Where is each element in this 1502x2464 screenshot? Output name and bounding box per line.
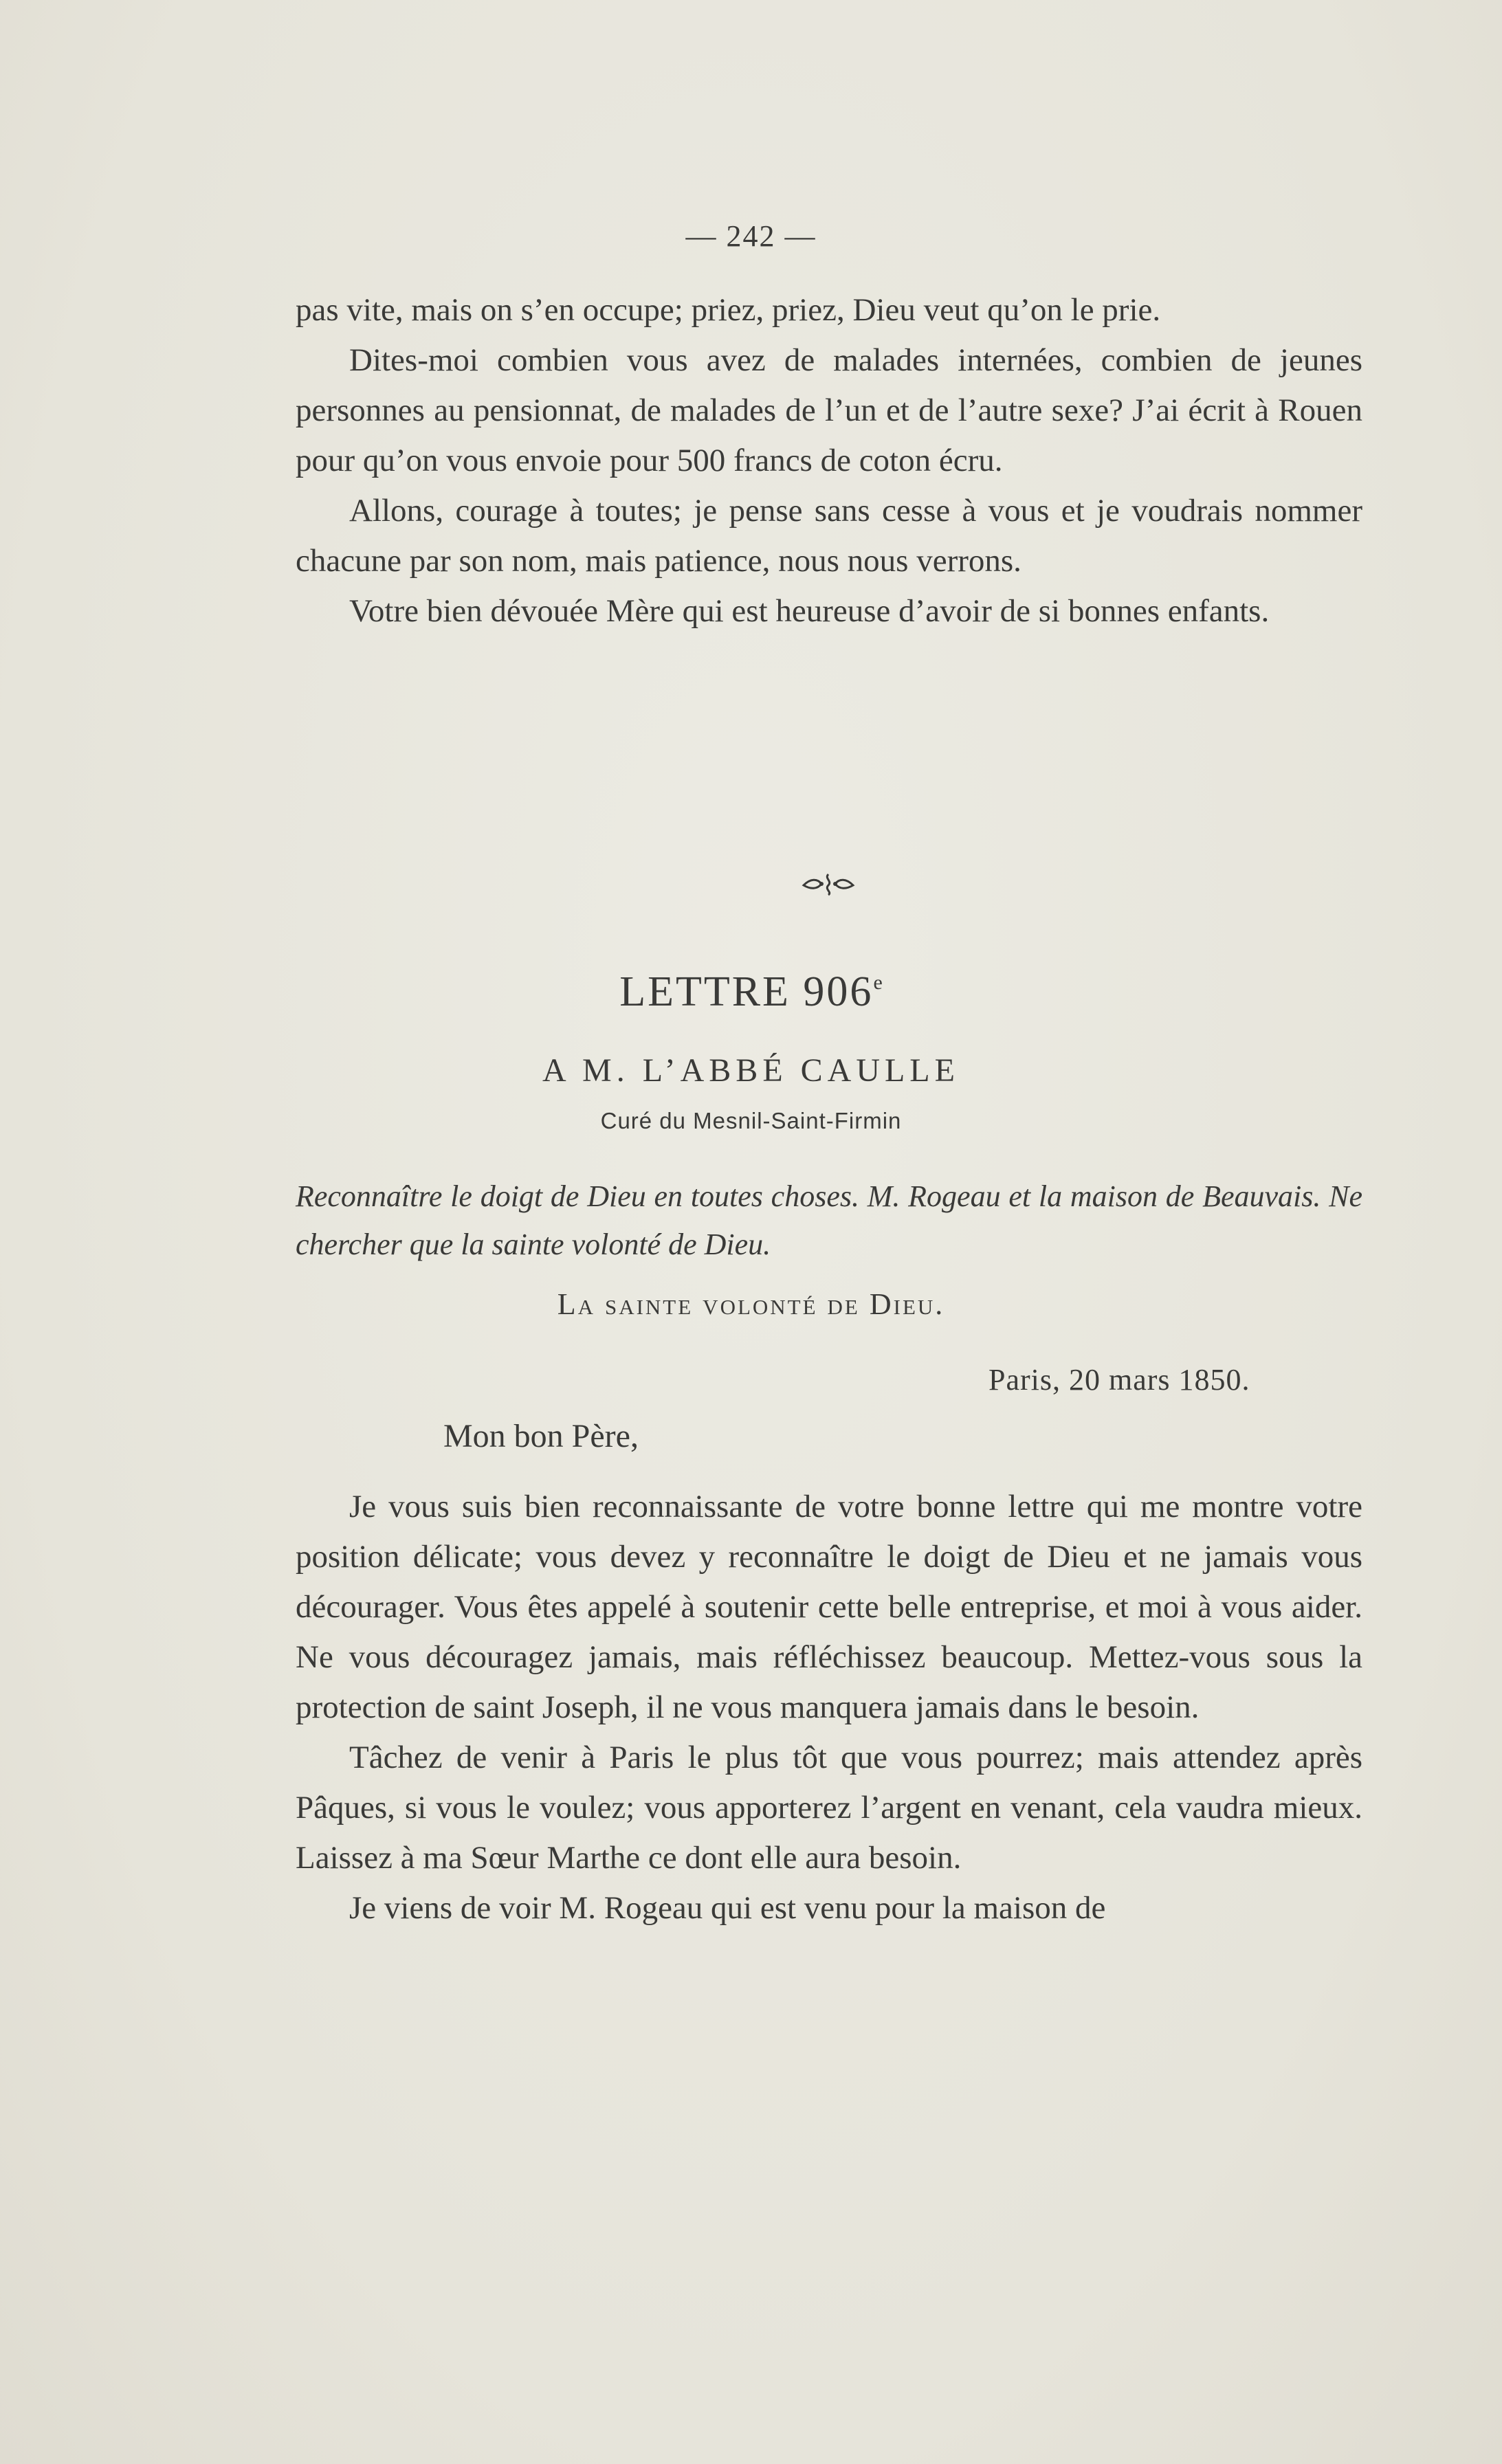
letter-summary: Reconnaître le doigt de Dieu en toutes choses. M. Rogeau et la maison de Beauvais. Ne chercher que la sainte volonté de Dieu. bbox=[296, 1179, 1362, 1261]
paragraph-continuation-2: Allons, courage à toutes; je pense sans cesse à vous et je voudrais nommer chacune par son nom, mais patience, nous nous verrons. bbox=[296, 493, 1362, 579]
letter-title bbox=[0, 968, 1502, 1017]
letter-salutation: Mon bon Père, bbox=[443, 1418, 639, 1454]
letter-motto: La sainte volonté de Dieu. bbox=[557, 1287, 945, 1321]
letter-body-paragraph-1: Tâchez de venir à Paris le plus tôt que vous pourrez; mais attendez après Pâques, si vous le voulez; vous apporterez l’argent en venant, cela vaudra mieux. Laissez à ma Sœur Marthe ce dont elle aura besoin. bbox=[296, 1740, 1362, 1876]
paragraph-continuation-1: Dites-moi combien vous avez de malades internées, combien de jeunes personnes au pensionnat, de malades de l’un et de l’autre sexe? J’ai écrit à Rouen pour qu’on vous envoie pour 500 francs de coton écru. bbox=[296, 342, 1362, 478]
fleuron-ornament-icon bbox=[801, 872, 856, 896]
letter-title-text: LETTRE 906 bbox=[619, 968, 874, 1015]
letter-body-paragraph-2: Je viens de voir M. Rogeau qui est venu pour la maison de bbox=[349, 1890, 1106, 1926]
letter-body-paragraph-0: Je vous suis bien reconnaissante de votre bonne lettre qui me montre votre position délicate; vous devez y reconnaître le doigt de Dieu et ne jamais vous décourager. Vous êtes appelé à soutenir cette belle entreprise, et moi à vous aider. Ne vous découragez jamais, mais réfléchissez beaucoup. Mettez-vous sous la protection de saint Joseph, il ne vous manquera jamais dans le besoin. bbox=[296, 1489, 1362, 1725]
page-number: — 242 — bbox=[685, 219, 817, 253]
letter-addressee-subtitle: Curé du Mesnil-Saint-Firmin bbox=[600, 1108, 902, 1133]
letter-addressee: A M. L’ABBÉ CAULLE bbox=[542, 1052, 960, 1089]
letter-dateline: Paris, 20 mars 1850. bbox=[989, 1363, 1250, 1397]
continuation-text bbox=[296, 285, 1362, 636]
letter-body bbox=[296, 1482, 1362, 1933]
paragraph-continuation-0: pas vite, mais on s’en occupe; priez, priez, Dieu veut qu’on le prie. bbox=[296, 292, 1161, 328]
letter-title-superscript: e bbox=[873, 971, 883, 994]
paragraph-continuation-3: Votre bien dévouée Mère qui est heureuse d’avoir de si bonnes enfants. bbox=[349, 593, 1270, 629]
